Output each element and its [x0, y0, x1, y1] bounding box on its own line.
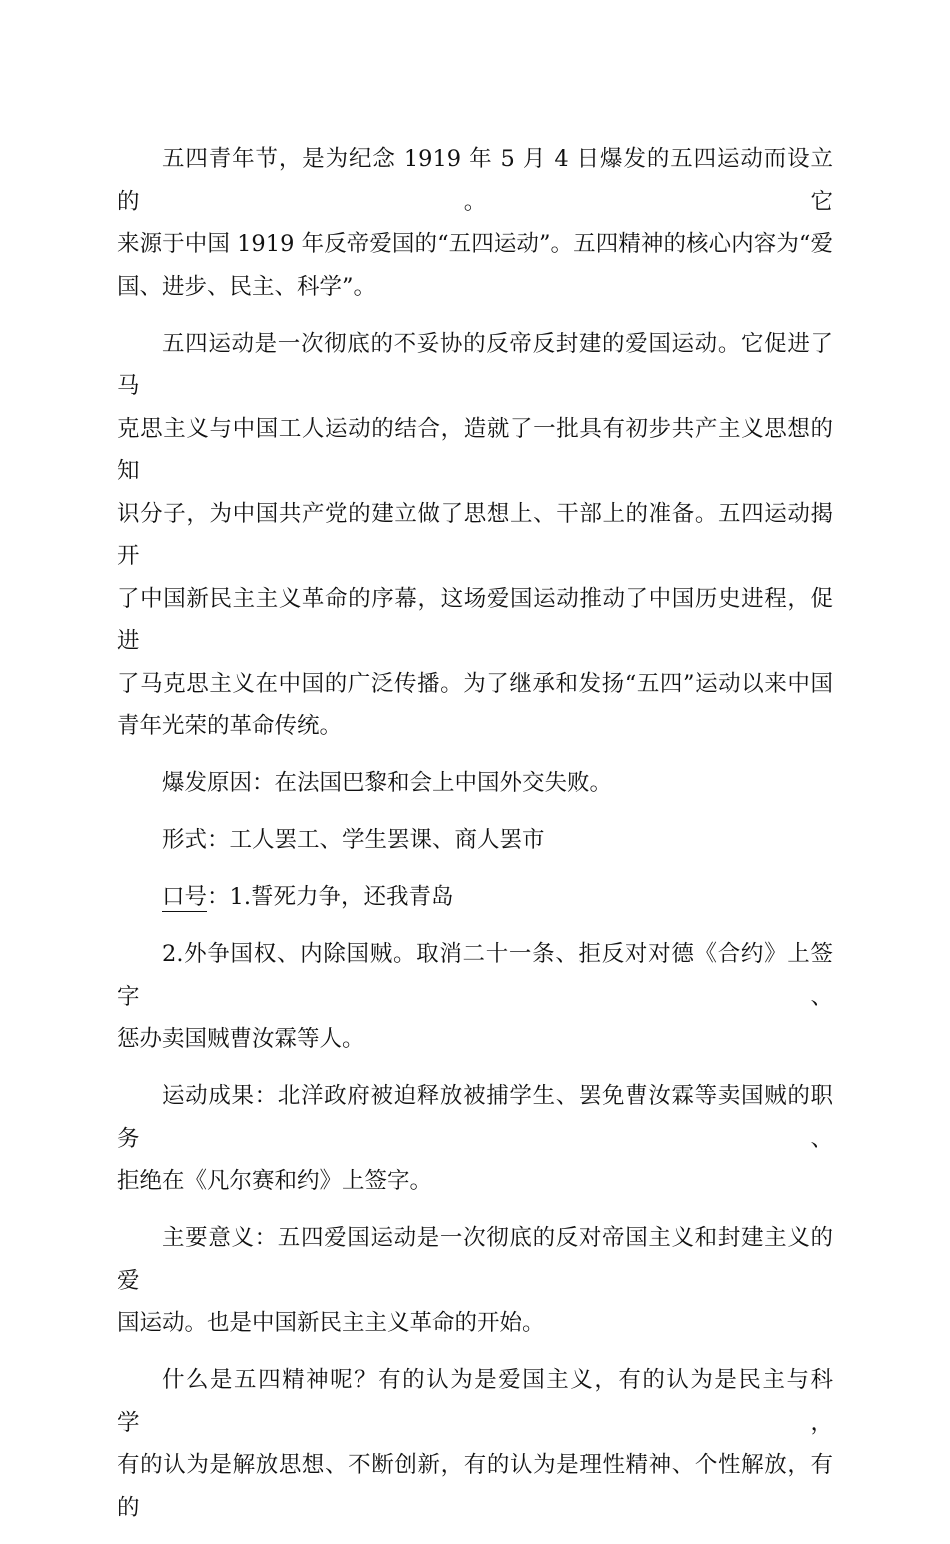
text-line: 国、进步、民主、科学”。	[117, 273, 377, 300]
text-line: 了中国新民主主义革命的序幕，这场爱国运动推动了中国历史进程，促进	[117, 585, 833, 654]
text-line: 爆发原因：在法国巴黎和会上中国外交失败。	[162, 770, 613, 796]
text-line: 拒绝在《凡尔赛和约》上签字。	[117, 1168, 433, 1194]
paragraph-results	[117, 1075, 833, 1203]
paragraph-form	[117, 819, 833, 862]
text-line: 识分子，为中国共产党的建立做了思想上、干部上的准备。五四运动揭开	[117, 500, 833, 569]
paragraph-meaning	[117, 1217, 833, 1345]
text-line: 来源于中国 1919 年反帝爱国的“五四运动”。五四精神的核心内容为“爱	[117, 231, 833, 257]
text-line: 惩办卖国贼曹汝霖等人。	[117, 1026, 365, 1052]
slogan-text: ：1.誓死力争，还我青岛	[207, 884, 454, 910]
paragraph-cause	[117, 762, 833, 805]
text-line: 形式：工人罢工、学生罢课、商人罢市	[162, 827, 545, 853]
text-line: 五四运动是一次彻底的不妥协的反帝反封建的爱国运动。它促进了马	[117, 330, 833, 399]
text-line: 了马克思主义在中国的广泛传播。为了继承和发扬“五四”运动以来中国	[117, 670, 833, 697]
paragraph-intro	[117, 138, 833, 308]
slogan-label: 口号	[162, 884, 208, 910]
text-line: 运动成果：北洋政府被迫释放被捕学生、罢免曹汝霖等卖国贼的职务、	[117, 1083, 833, 1152]
text-line: 什么是五四精神呢？有的认为是爱国主义，有的认为是民主与科学，	[117, 1367, 833, 1436]
document-page	[117, 138, 833, 1544]
text-line: 主要意义：五四爱国运动是一次彻底的反对帝国主义和封建主义的爱	[117, 1225, 833, 1294]
text-line: 有的认为是解放思想、不断创新，有的认为是理性精神、个性解放，有的	[117, 1452, 833, 1521]
text-line: 2.外争国权、内除国贼。取消二十一条、拒反对对德《合约》上签字、	[117, 941, 833, 1010]
text-line: 克思主义与中国工人运动的结合，造就了一批具有初步共产主义思想的知	[117, 415, 833, 484]
text-line: 五四青年节，是为纪念 1919 年 5 月 4 日爆发的五四运动而设立的。它	[117, 146, 833, 215]
paragraph-significance	[117, 323, 833, 748]
text-line: 青年光荣的革命传统。	[117, 713, 343, 739]
text-line: 国运动。也是中国新民主主义革命的开始。	[117, 1310, 545, 1336]
paragraph-slogan	[117, 876, 833, 919]
paragraph-slogan-2	[117, 933, 833, 1061]
paragraph-spirit	[117, 1359, 833, 1529]
